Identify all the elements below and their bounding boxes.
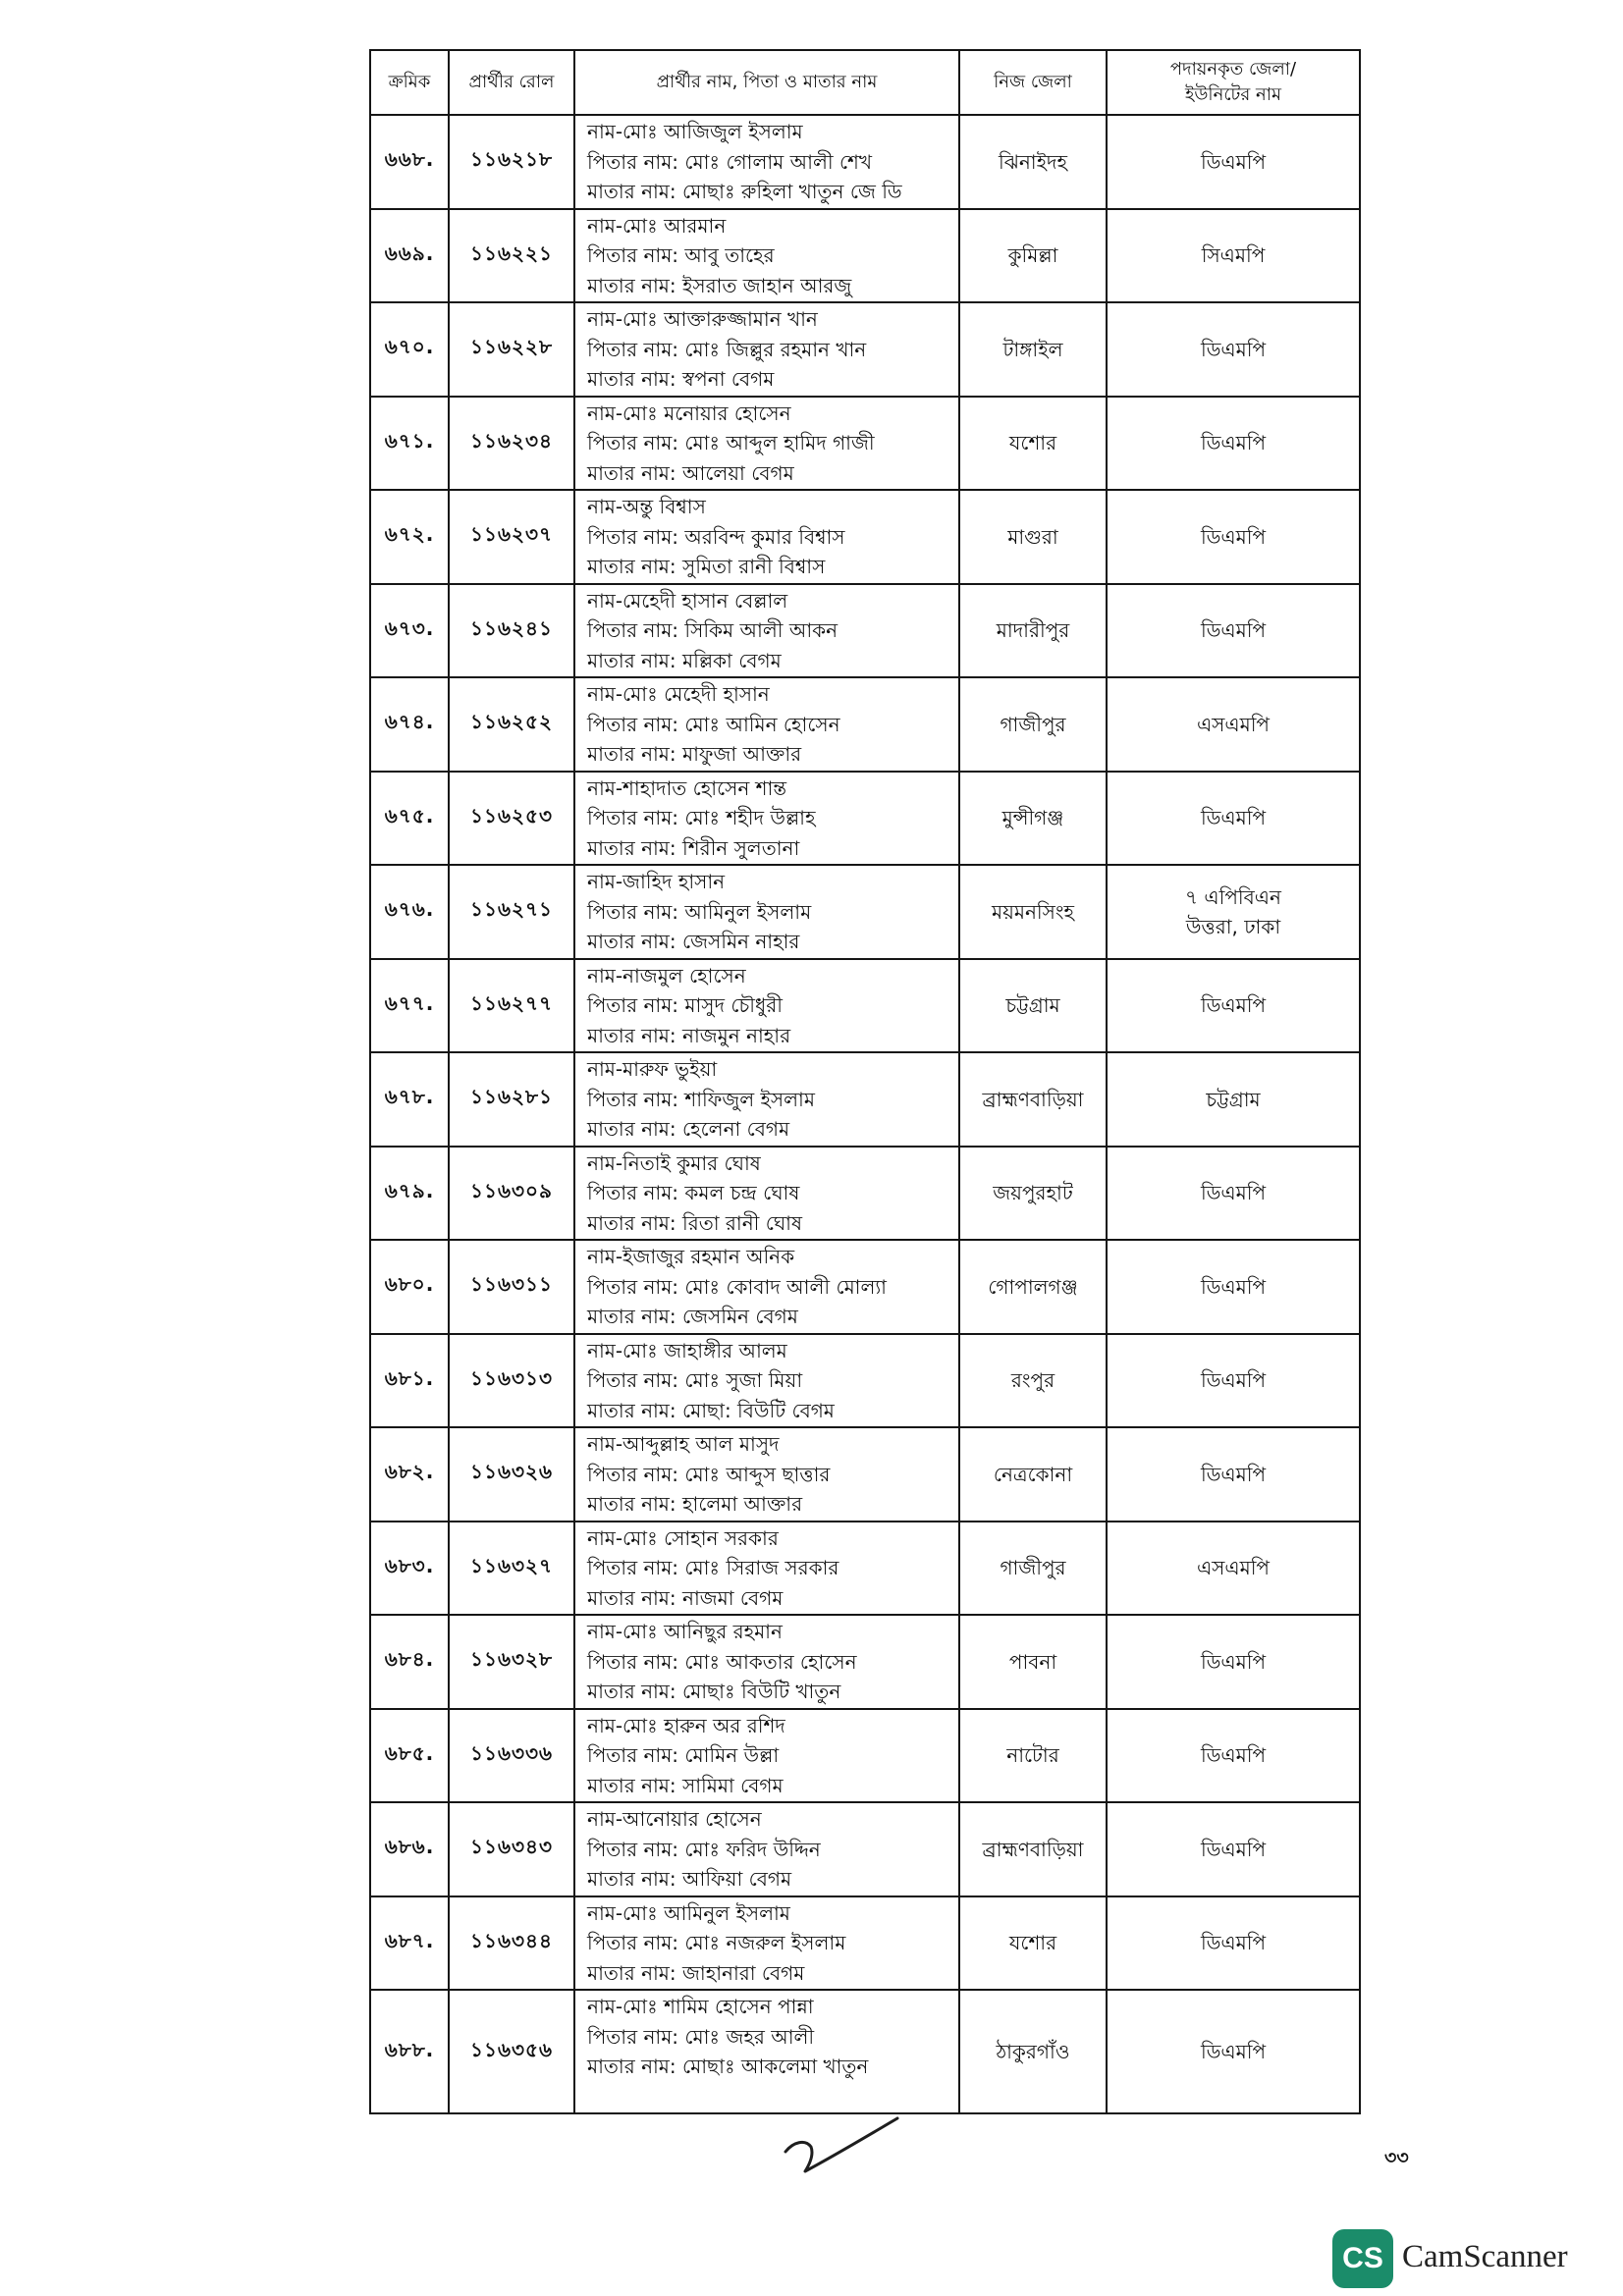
name-cell — [575, 773, 960, 867]
name-cell — [575, 398, 960, 492]
mother-name: মাতার নাম: নাজমুন নাহার — [587, 1023, 791, 1047]
posted-unit-line: ডিএমপি — [1200, 1274, 1267, 1299]
posted-unit-line: ডিএমপি — [1200, 1837, 1267, 1861]
mother-name: মাতার নাম: মোছাঃ রুহিলা খাতুন জে ডি — [587, 180, 902, 203]
posted-unit-cell — [1108, 1428, 1361, 1522]
candidate-name: নাম-নিতাই কুমার ঘোষ — [587, 1150, 761, 1175]
name-cell — [575, 116, 960, 210]
roll-cell: ১১৬২৭৭ — [450, 960, 575, 1054]
posted-unit-line: ডিএমপি — [1200, 337, 1267, 361]
page-number: ৩৩ — [1384, 2147, 1409, 2168]
roll-cell: ১১৬২৩৭ — [450, 491, 575, 585]
posted-unit-line: সিএমপি — [1201, 243, 1266, 268]
father-name: পিতার নাম: মোঃ আকতার হোসেন — [587, 1649, 857, 1674]
name-cell — [575, 960, 960, 1054]
posted-unit-cell — [1108, 1148, 1361, 1242]
candidate-name: নাম-মোঃ জাহাঙ্গীর আলম — [587, 1338, 787, 1362]
name-cell — [575, 1522, 960, 1617]
roll-cell: ১১৬২৫৩ — [450, 773, 575, 867]
candidate-name: নাম-মোঃ আজিজুল ইসলাম — [587, 120, 803, 143]
father-name: পিতার নাম: অরবিন্দ কুমার বিশ্বাস — [587, 524, 845, 549]
posted-unit-cell — [1108, 1710, 1361, 1804]
candidate-posting-table — [369, 49, 1361, 2114]
serial-cell: ৬৮৭. — [371, 1897, 450, 1992]
name-cell — [575, 1335, 960, 1429]
serial-cell: ৬৮৪. — [371, 1616, 450, 1710]
father-name: পিতার নাম: মোমিন উল্লা — [587, 1743, 780, 1767]
posted-unit-line: ৭ এপিবিএন — [1185, 884, 1281, 909]
father-name: পিতার নাম: আমিনুল ইসলাম — [587, 899, 812, 924]
posted-unit-cell — [1108, 1241, 1361, 1335]
roll-cell: ১১৬৩১১ — [450, 1241, 575, 1335]
serial-cell: ৬৭০. — [371, 303, 450, 398]
candidate-name: নাম-মোঃ শামিম হোসেন পান্না — [587, 1995, 814, 2018]
serial-cell: ৬৭৬. — [371, 866, 450, 960]
header-posted-unit-line1: পদায়নকৃত জেলা/ — [1169, 59, 1297, 80]
father-name: পিতার নাম: মোঃ আব্দুস ছাত্তার — [587, 1462, 831, 1486]
name-cell — [575, 1803, 960, 1897]
father-name: পিতার নাম: মোঃ কোবাদ আলী মোল্যা — [587, 1274, 887, 1299]
serial-cell: ৬৭২. — [371, 491, 450, 585]
posted-unit-line: ডিএমপি — [1200, 1181, 1267, 1205]
posted-unit-cell — [1108, 1616, 1361, 1710]
serial-cell: ৬৬৯. — [371, 210, 450, 304]
home-district-cell: মাগুরা — [960, 491, 1108, 585]
father-name: পিতার নাম: মোঃ নজরুল ইসলাম — [587, 1931, 846, 1954]
posted-unit-cell — [1108, 1522, 1361, 1617]
father-name: পিতার নাম: মোঃ আমিন হোসেন — [587, 712, 840, 736]
candidate-name: নাম-মোঃ হারুন অর রশিদ — [587, 1713, 785, 1737]
roll-cell: ১১৬২২১ — [450, 210, 575, 304]
posted-unit-cell — [1108, 1803, 1361, 1897]
father-name: পিতার নাম: মোঃ জহর আলী — [587, 2024, 815, 2049]
father-name: পিতার নাম: মোঃ ফরিদ উদ্দিন — [587, 1837, 821, 1861]
posted-unit-line: ডিএমপি — [1200, 618, 1267, 643]
name-cell — [575, 678, 960, 773]
home-district-cell: গাজীপুর — [960, 678, 1108, 773]
posted-unit-cell — [1108, 1991, 1361, 2114]
roll-cell: ১১৬২১৮ — [450, 116, 575, 210]
home-district-cell: গোপালগঞ্জ — [960, 1241, 1108, 1335]
name-cell — [575, 210, 960, 304]
signature-scribble — [766, 2109, 913, 2179]
name-cell — [575, 1897, 960, 1992]
mother-name: মাতার নাম: মোছাঃ বিউটি খাতুন — [587, 1680, 841, 1703]
roll-cell: ১১৬৩০৯ — [450, 1148, 575, 1242]
posted-unit-cell — [1108, 866, 1361, 960]
father-name: পিতার নাম: মোঃ জিল্লুর রহমান খান — [587, 337, 867, 361]
posted-unit-line: এসএমপি — [1196, 1556, 1271, 1580]
candidate-name: নাম-মোঃ মনোয়ার হোসেন — [587, 400, 791, 425]
home-district-cell: যশোর — [960, 398, 1108, 492]
father-name: পিতার নাম: মোঃ আব্দুল হামিদ গাজী — [587, 431, 875, 454]
name-cell — [575, 866, 960, 960]
home-district-cell: নেত্রকোনা — [960, 1428, 1108, 1522]
posted-unit-line: ডিএমপি — [1200, 1649, 1267, 1674]
name-cell — [575, 585, 960, 679]
serial-cell: ৬৮৫. — [371, 1710, 450, 1804]
home-district-cell: নাটোর — [960, 1710, 1108, 1804]
home-district-cell: জয়পুরহাট — [960, 1148, 1108, 1242]
header-name: প্রার্থীর নাম, পিতা ও মাতার নাম — [575, 51, 960, 116]
serial-cell: ৬৭১. — [371, 398, 450, 492]
roll-cell: ১১৬২৮১ — [450, 1053, 575, 1148]
posted-unit-line: ডিএমপি — [1200, 806, 1267, 830]
mother-name: মাতার নাম: জেসমিন নাহার — [587, 930, 800, 953]
mother-name: মাতার নাম: হেলেনা বেগম — [587, 1117, 790, 1141]
posted-unit-cell — [1108, 1897, 1361, 1992]
posted-unit-line: ডিএমপি — [1200, 524, 1267, 549]
mother-name: মাতার নাম: আফিয়া বেগম — [587, 1867, 792, 1891]
home-district-cell: মাদারীপুর — [960, 585, 1108, 679]
mother-name: মাতার নাম: মোছাঃ আকলেমা খাতুন — [587, 2055, 869, 2078]
serial-cell: ৬৭৮. — [371, 1053, 450, 1148]
mother-name: মাতার নাম: হালেমা আক্তার — [587, 1492, 803, 1516]
roll-cell: ১১৬৩২৮ — [450, 1616, 575, 1710]
posted-unit-cell — [1108, 303, 1361, 398]
father-name: পিতার নাম: আবু তাহের — [587, 243, 775, 267]
father-name: পিতার নাম: মাসুদ চৌধুরী — [587, 993, 783, 1017]
serial-cell: ৬৭৭. — [371, 960, 450, 1054]
serial-cell: ৬৭৪. — [371, 678, 450, 773]
camscanner-logo-icon: CS — [1332, 2229, 1393, 2288]
candidate-name: নাম-শাহাদাত হোসেন শান্ত — [587, 775, 787, 800]
posted-unit-cell — [1108, 678, 1361, 773]
mother-name: মাতার নাম: জেসমিন বেগম — [587, 1305, 798, 1328]
candidate-name: নাম-মোঃ আরমান — [587, 213, 727, 238]
roll-cell: ১১৬৩২৬ — [450, 1428, 575, 1522]
mother-name: মাতার নাম: মোছা: বিউটি বেগম — [587, 1398, 835, 1422]
home-district-cell: গাজীপুর — [960, 1522, 1108, 1617]
header-serial: ক্রমিক — [371, 51, 450, 116]
posted-unit-line: ডিএমপি — [1200, 2040, 1267, 2063]
posted-unit-cell — [1108, 585, 1361, 679]
candidate-name: নাম-মোঃ আমিনুল ইসলাম — [587, 1900, 790, 1925]
father-name: পিতার নাম: মোঃ গোলাম আলী শেখ — [587, 149, 873, 174]
candidate-name: নাম-মেহেদী হাসান বেল্লাল — [587, 588, 788, 613]
header-home-district: নিজ জেলা — [960, 51, 1108, 116]
home-district-cell: ব্রাহ্মণবাড়িয়া — [960, 1053, 1108, 1148]
roll-cell: ১১৬৩২৭ — [450, 1522, 575, 1617]
name-cell — [575, 1428, 960, 1522]
candidate-name: নাম-আব্দুল্লাহ আল মাসুদ — [587, 1432, 780, 1456]
roll-cell: ১১৬৩৫৬ — [450, 1991, 575, 2114]
mother-name: মাতার নাম: ইসরাত জাহান আরজু — [587, 273, 852, 297]
father-name: পিতার নাম: শাফিজুল ইসলাম — [587, 1087, 815, 1111]
candidate-name: নাম-ইজাজুর রহমান অনিক — [587, 1245, 795, 1268]
candidate-name: নাম-অন্তু বিশ্বাস — [587, 495, 706, 518]
name-cell — [575, 1616, 960, 1710]
father-name: পিতার নাম: কমল চন্দ্র ঘোষ — [587, 1181, 800, 1204]
posted-unit-cell — [1108, 960, 1361, 1054]
posted-unit-cell — [1108, 491, 1361, 585]
home-district-cell: কুমিল্লা — [960, 210, 1108, 304]
posted-unit-line: ডিএমপি — [1200, 1743, 1267, 1768]
home-district-cell: মুন্সীগঞ্জ — [960, 773, 1108, 867]
mother-name: মাতার নাম: শিরীন সুলতানা — [587, 835, 800, 860]
candidate-name: নাম-মোঃ সোহান সরকার — [587, 1525, 779, 1550]
roll-cell: ১১৬৩৩৬ — [450, 1710, 575, 1804]
posted-unit-cell — [1108, 773, 1361, 867]
posted-unit-line: ডিএমপি — [1200, 1462, 1267, 1486]
home-district-cell: পাবনা — [960, 1616, 1108, 1710]
header-posted-unit — [1108, 51, 1361, 116]
header-posted-unit-line2: ইউনিটের নাম — [1185, 84, 1281, 105]
roll-cell: ১১৬২৭১ — [450, 866, 575, 960]
serial-cell: ৬৮২. — [371, 1428, 450, 1522]
roll-cell: ১১৬৩৪৪ — [450, 1897, 575, 1992]
candidate-name: নাম-জাহিদ হাসান — [587, 870, 726, 893]
posted-unit-cell — [1108, 210, 1361, 304]
camscanner-brand-text: CamScanner — [1402, 2239, 1568, 2274]
candidate-name: নাম-মোঃ আক্তারুজ্জামান খান — [587, 307, 818, 331]
home-district-cell: টাঙ্গাইল — [960, 303, 1108, 398]
posted-unit-cell — [1108, 116, 1361, 210]
home-district-cell: রংপুর — [960, 1335, 1108, 1429]
candidate-name: নাম-আনোয়ার হোসেন — [587, 1807, 762, 1831]
candidate-name: নাম-মোঃ মেহেদী হাসান — [587, 682, 770, 706]
name-cell — [575, 491, 960, 585]
mother-name: মাতার নাম: স্বপনা বেগম — [587, 367, 775, 391]
roll-cell: ১১৬২৩৪ — [450, 398, 575, 492]
posted-unit-line: ডিএমপি — [1200, 431, 1267, 455]
serial-cell: ৬৮০. — [371, 1241, 450, 1335]
mother-name: মাতার নাম: মল্লিকা বেগম — [587, 648, 782, 672]
serial-cell: ৬৮৬. — [371, 1803, 450, 1897]
posted-unit-cell — [1108, 398, 1361, 492]
father-name: পিতার নাম: মোঃ সিরাজ সরকার — [587, 1556, 839, 1579]
mother-name: মাতার নাম: মাফুজা আক্তার — [587, 742, 802, 766]
roll-cell: ১১৬২৫২ — [450, 678, 575, 773]
mother-name: মাতার নাম: সামিমা বেগম — [587, 1773, 784, 1797]
serial-cell: ৬৮৩. — [371, 1522, 450, 1617]
mother-name: মাতার নাম: নাজমা বেগম — [587, 1585, 784, 1610]
mother-name: মাতার নাম: আলেয়া বেগম — [587, 460, 794, 485]
candidate-name: নাম-মোঃ আনিছুর রহমান — [587, 1620, 783, 1643]
serial-cell: ৬৬৮. — [371, 116, 450, 210]
name-cell — [575, 1241, 960, 1335]
home-district-cell: যশোর — [960, 1897, 1108, 1992]
home-district-cell: চট্টগ্রাম — [960, 960, 1108, 1054]
serial-cell: ৬৭৩. — [371, 585, 450, 679]
home-district-cell: ঝিনাইদহ — [960, 116, 1108, 210]
posted-unit-line: এসএমপি — [1196, 712, 1271, 736]
father-name: পিতার নাম: মোঃ সুজা মিয়া — [587, 1368, 803, 1392]
roll-cell: ১১৬৩১৩ — [450, 1335, 575, 1429]
name-cell — [575, 1710, 960, 1804]
name-cell — [575, 1053, 960, 1148]
father-name: পিতার নাম: সিকিম আলী আকন — [587, 618, 839, 642]
candidate-name: নাম-নাজমুল হোসেন — [587, 963, 746, 988]
serial-cell: ৬৭৫. — [371, 773, 450, 867]
mother-name: মাতার নাম: সুমিতা রানী বিশ্বাস — [587, 555, 826, 578]
home-district-cell: ঠাকুরগাঁও — [960, 1991, 1108, 2114]
father-name: পিতার নাম: মোঃ শহীদ উল্লাহ — [587, 806, 816, 829]
posted-unit-line: ডিএমপি — [1200, 1931, 1267, 1955]
roll-cell: ১১৬২২৮ — [450, 303, 575, 398]
serial-cell: ৬৮৮. — [371, 1991, 450, 2114]
posted-unit-line: ডিএমপি — [1200, 993, 1267, 1018]
posted-unit-line: চট্টগ্রাম — [1206, 1087, 1261, 1111]
roll-cell: ১১৬৩৪৩ — [450, 1803, 575, 1897]
serial-cell: ৬৮১. — [371, 1335, 450, 1429]
serial-cell: ৬৭৯. — [371, 1148, 450, 1242]
posted-unit-cell — [1108, 1335, 1361, 1429]
name-cell — [575, 1148, 960, 1242]
posted-unit-cell — [1108, 1053, 1361, 1148]
candidate-name: নাম-মারুফ ভুইয়া — [587, 1057, 718, 1081]
name-cell — [575, 303, 960, 398]
mother-name: মাতার নাম: জাহানারা বেগম — [587, 1960, 805, 1985]
posted-unit-line: উত্তরা, ঢাকা — [1185, 914, 1281, 938]
posted-unit-line: ডিএমপি — [1200, 149, 1267, 174]
posted-unit-line: ডিএমপি — [1200, 1368, 1267, 1393]
home-district-cell: ব্রাহ্মণবাড়িয়া — [960, 1803, 1108, 1897]
header-roll: প্রার্থীর রোল — [450, 51, 575, 116]
name-cell — [575, 1991, 960, 2114]
roll-cell: ১১৬২৪১ — [450, 585, 575, 679]
mother-name: মাতার নাম: রিতা রানী ঘোষ — [587, 1210, 803, 1235]
home-district-cell: ময়মনসিংহ — [960, 866, 1108, 960]
